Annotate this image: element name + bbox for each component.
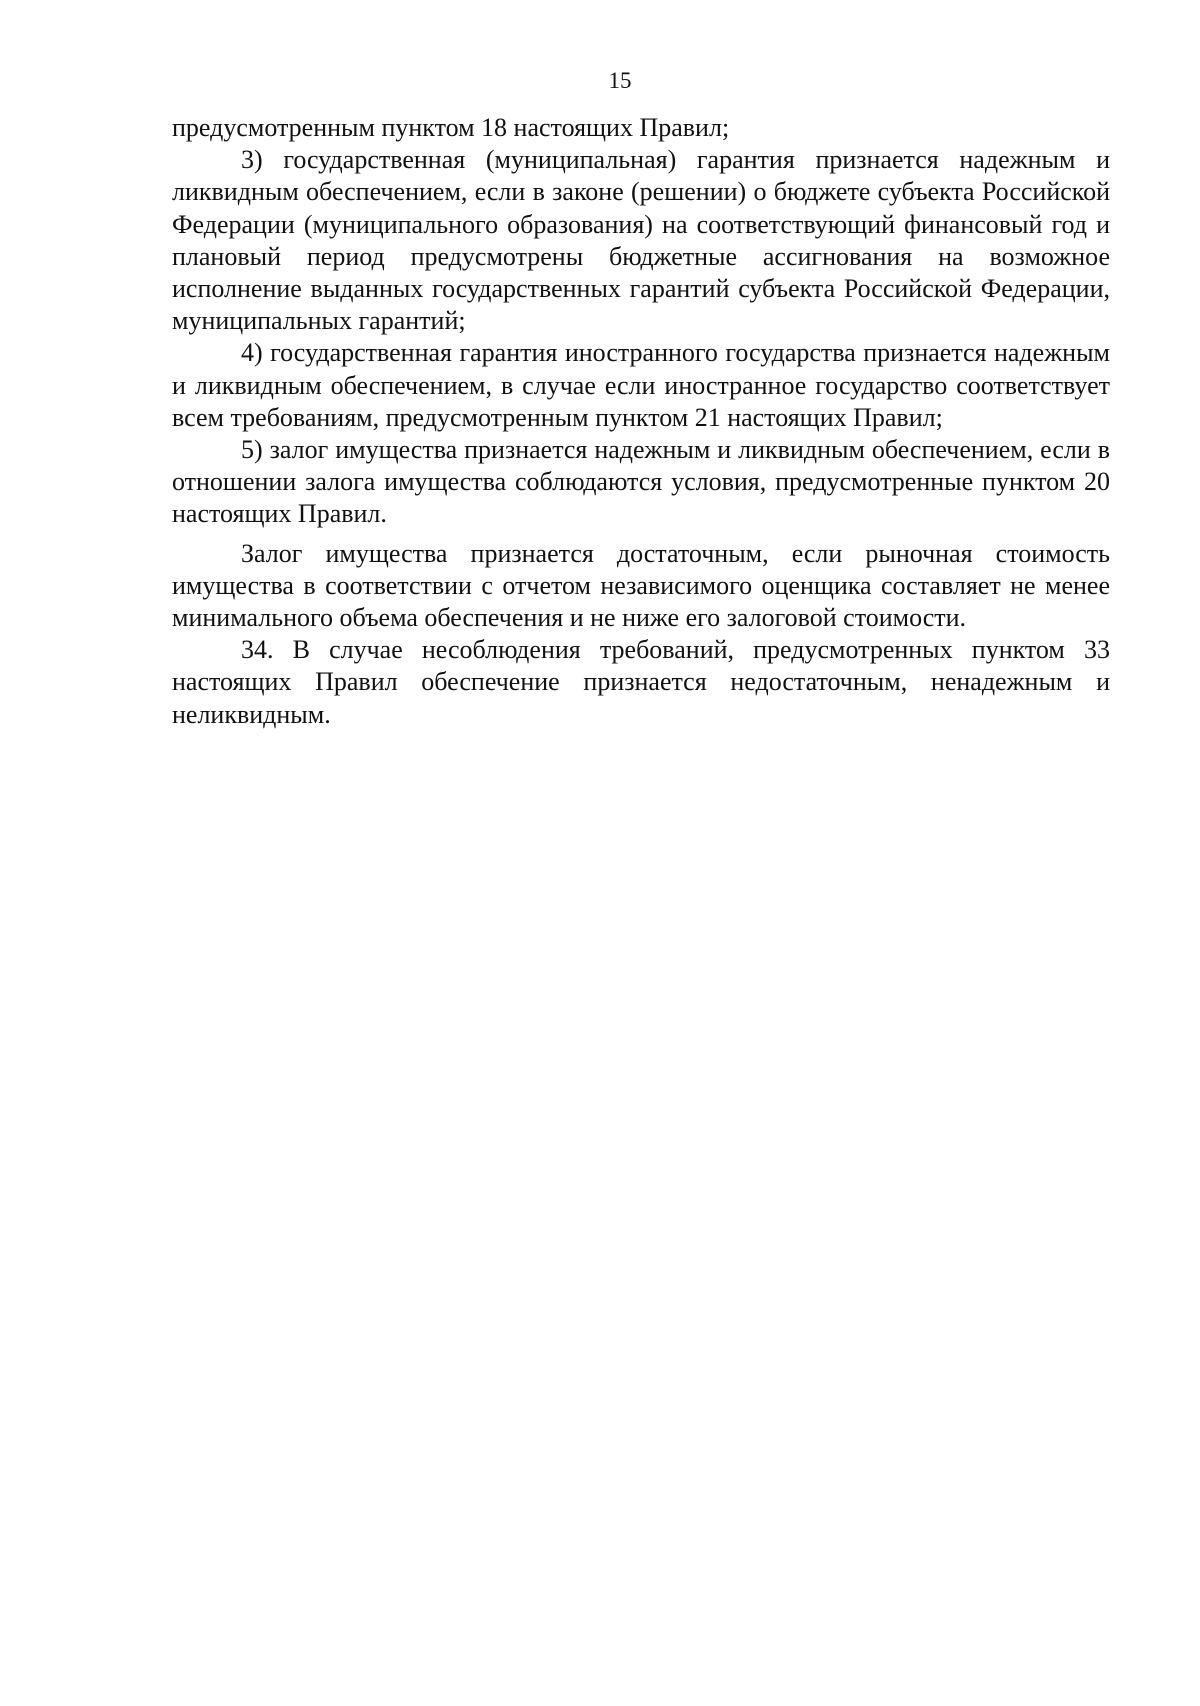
paragraph-continuation: предусмотренным пунктом 18 настоящих Правил; (172, 113, 730, 142)
paragraph-item-3: 3) государственная (муниципальная) гарантия признается надежным и ликвидным обеспечением, если в законе (решении) о бюджете субъекта Российской Федерации (муниципального образования) на соответствующий финансовый год и плановый период предусмотрены бюджетные ассигнования на возможное исполнение выданных государственных гарантий субъекта Российской Федерации, муниципальных гарантий; (172, 145, 1110, 336)
paragraph-item-5: 5) залог имущества признается надежным и ликвидным обеспечением, если в отношении залога имущества соблюдаются условия, предусмотренные пунктом 20 настоящих Правил. (172, 435, 1110, 529)
page-number: 15 (608, 68, 632, 93)
paragraph-collateral-sufficiency: Залог имущества признается достаточным, если рыночная стоимость имущества в соответствии с отчетом независимого оценщика составляет не менее минимального объема обеспечения и не ниже его залоговой стоимости. (172, 538, 1110, 633)
paragraph-clause-34: 34. В случае несоблюдения требований, предусмотренных пунктом 33 настоящих Правил обеспечение признается недостаточным, ненадежным и неликвидным. (172, 635, 1110, 729)
document-body (172, 112, 1110, 731)
paragraph-item-4: 4) государственная гарантия иностранного государства признается надежным и ликвидным обеспечением, в случае если иностранное государство соответствует всем требованиям, предусмотренным пунктом 21 настоящих Правил; (172, 338, 1110, 432)
